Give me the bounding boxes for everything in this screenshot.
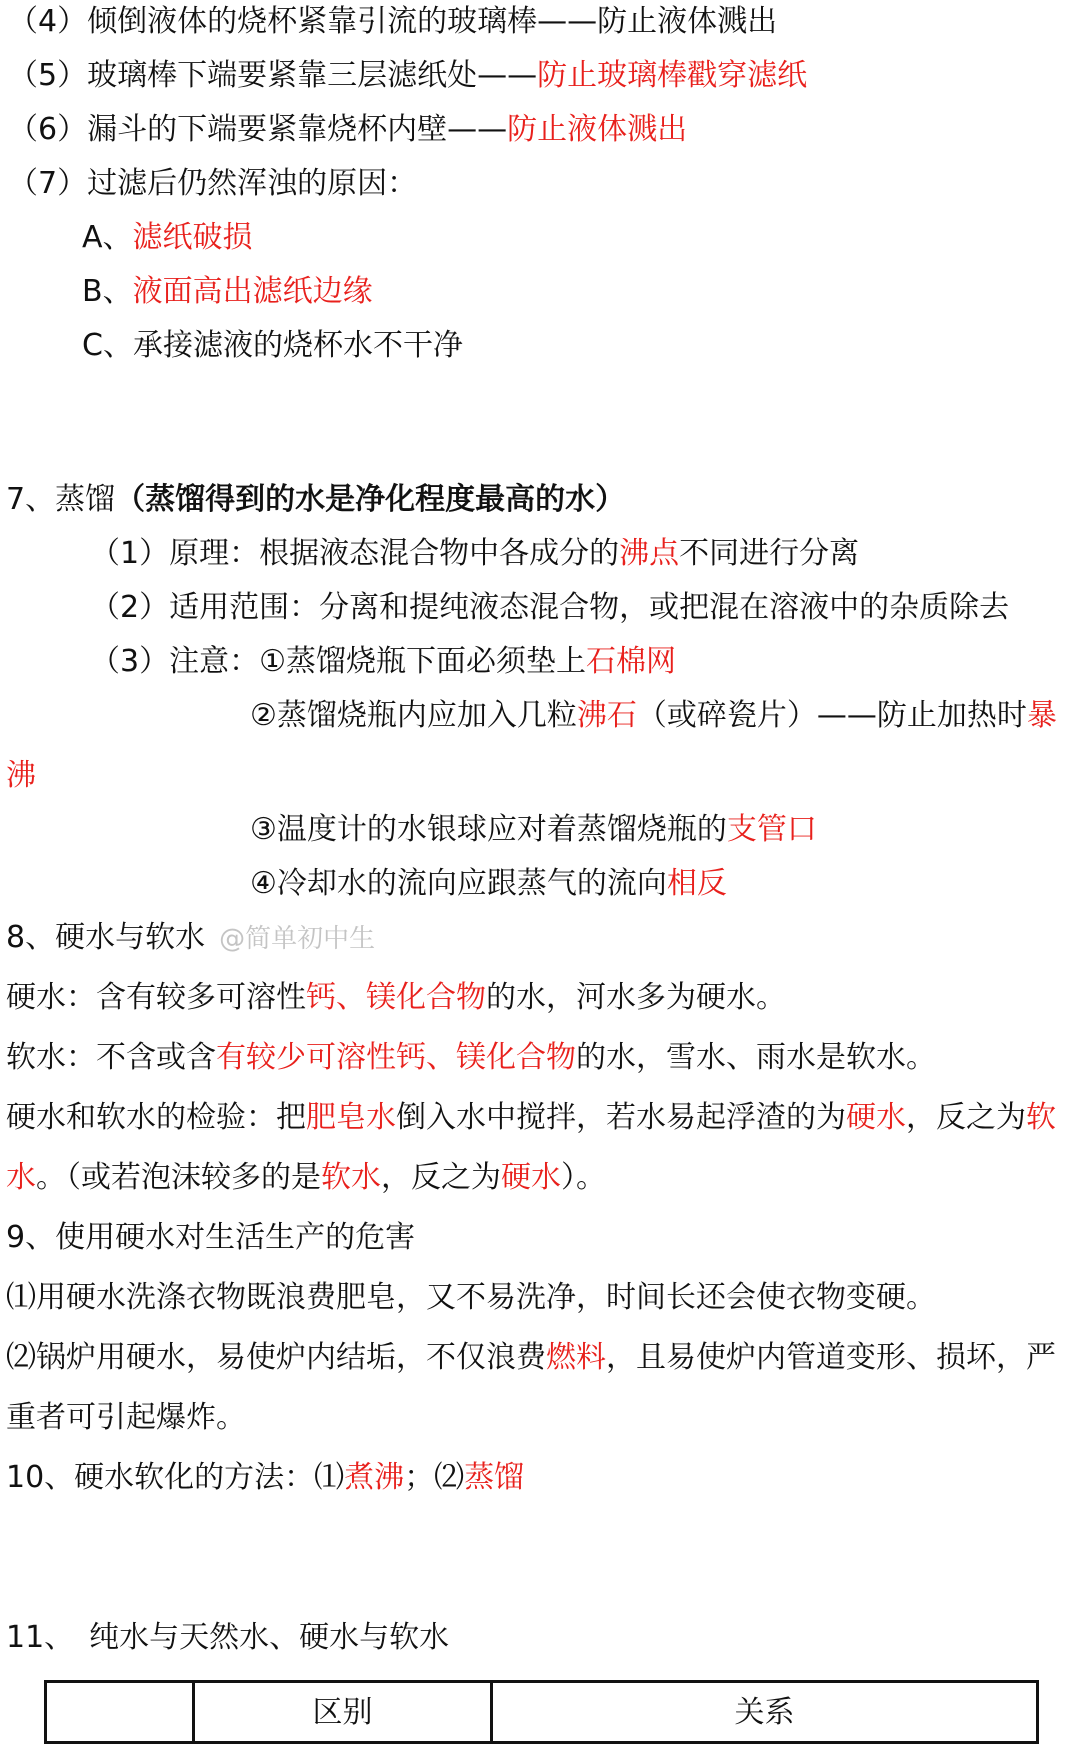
distillation-note-1: （3）注意：①蒸馏烧瓶下面必须垫上石棉网 (90, 644, 676, 679)
filter-item-4: （4）倾倒液体的烧杯紧靠引流的玻璃棒——防止液体溅出 (8, 4, 778, 39)
table-header-difference: 区别 (194, 1682, 492, 1743)
filter-item-7: （7）过滤后仍然浑浊的原因： (8, 166, 418, 201)
watermark: @简单初中生 (219, 924, 376, 954)
filter-item-6: （6）漏斗的下端要紧靠烧杯内壁——防止液体溅出 (8, 112, 688, 147)
filter-item-5: （5）玻璃棒下端要紧靠三层滤纸处——防止玻璃棒戳穿滤纸 (8, 58, 808, 93)
table-header-relation: 关系 (492, 1682, 1038, 1743)
distillation-note-3: ③温度计的水银球应对着蒸馏烧瓶的支管口 (250, 812, 817, 847)
section-11-heading: 11、 纯水与天然水、硬水与软水 (6, 1620, 450, 1655)
hard-soft-heading: 8、硬水与软水 @简单初中生 (6, 920, 376, 955)
distillation-note-2-wrap: 沸 (6, 758, 36, 793)
distillation-note-4: ④冷却水的流向应跟蒸气的流向相反 (250, 866, 727, 901)
distillation-scope: （2）适用范围：分离和提纯液态混合物，或把混在溶液中的杂质除去 (90, 590, 1010, 625)
distillation-principle: （1）原理：根据液态混合物中各成分的沸点不同进行分离 (90, 536, 860, 571)
reason-a: A、滤纸破损 (82, 220, 253, 255)
hard-soft-test: 硬水和软水的检验：把肥皂水倒入水中搅拌，若水易起浮渣的为硬水，反之为软 (6, 1100, 1056, 1135)
distillation-note-2: ②蒸馏烧瓶内应加入几粒沸石（或碎瓷片）——防止加热时暴 (250, 698, 1057, 733)
table-header-row (46, 1682, 1038, 1743)
harm-heading: 9、使用硬水对生活生产的危害 (6, 1220, 416, 1255)
harm-item-2-wrap: 重者可引起爆炸。 (6, 1400, 246, 1435)
hard-water-def: 硬水：含有较多可溶性钙、镁化合物的水，河水多为硬水。 (6, 980, 786, 1015)
table-empty-cell (46, 1682, 194, 1743)
harm-item-1: ⑴用硬水洗涤衣物既浪费肥皂，又不易洗净，时间长还会使衣物变硬。 (6, 1280, 936, 1315)
soft-water-def: 软水：不含或含有较少可溶性钙、镁化合物的水，雪水、雨水是软水。 (6, 1040, 936, 1075)
hard-soft-test-wrap: 水。（或若泡沫较多的是软水，反之为硬水）。 (6, 1160, 606, 1195)
relation-table (44, 1680, 1039, 1744)
harm-item-2: ⑵锅炉用硬水，易使炉内结垢，不仅浪费燃料，且易使炉内管道变形、损坏，严 (6, 1340, 1056, 1375)
reason-b: B、液面高出滤纸边缘 (82, 274, 373, 309)
softening-methods: 10、硬水软化的方法：⑴煮沸；⑵蒸馏 (6, 1460, 525, 1495)
reason-c: C、承接滤液的烧杯水不干净 (82, 328, 463, 363)
distillation-heading: 7、蒸馏（蒸馏得到的水是净化程度最高的水） (6, 482, 626, 517)
